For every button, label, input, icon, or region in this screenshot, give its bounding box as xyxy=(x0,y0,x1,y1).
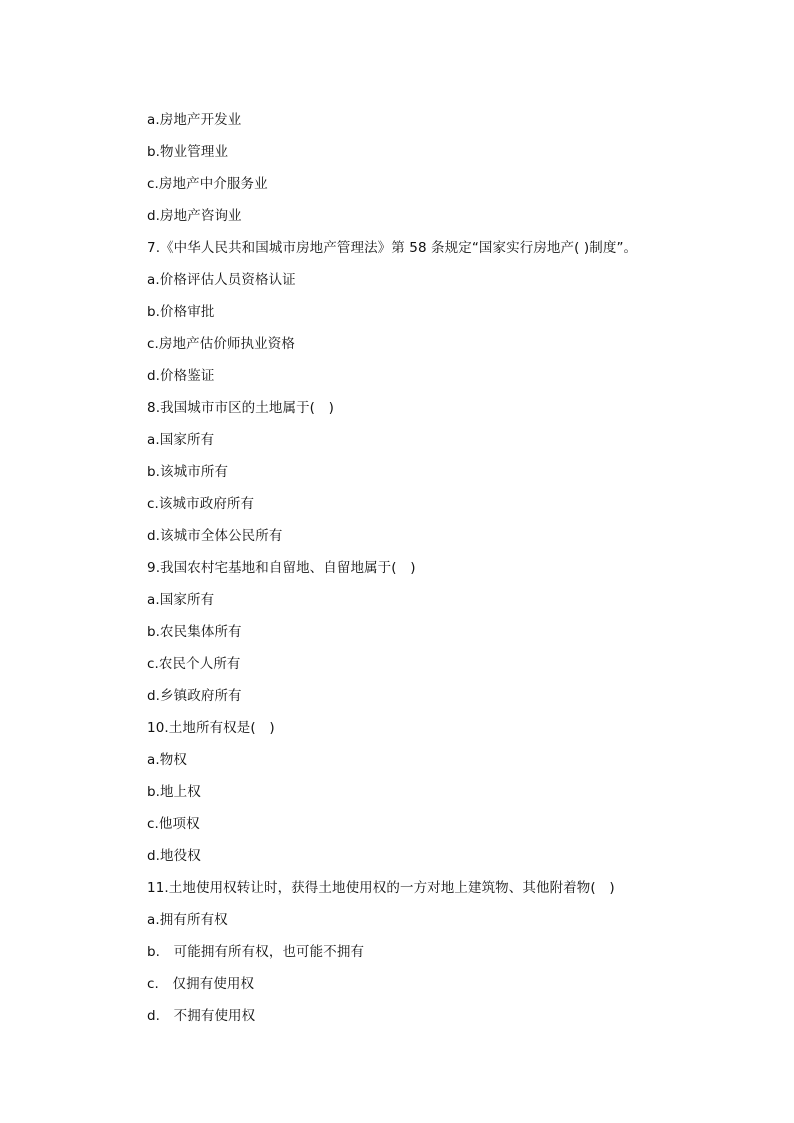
q8-option-a: a.国家所有 xyxy=(147,432,215,448)
option-a-real-estate-development: a.房地产开发业 xyxy=(147,112,242,128)
option-c-real-estate-intermediary: c.房地产中介服务业 xyxy=(147,176,268,192)
q11-option-d: d. 不拥有使用权 xyxy=(147,1008,256,1024)
q10-option-b: b.地上权 xyxy=(147,784,201,800)
q10-option-a: a.物权 xyxy=(147,752,187,768)
q8-option-b: b.该城市所有 xyxy=(147,464,229,480)
q11-option-a: a.拥有所有权 xyxy=(147,912,228,928)
question-list xyxy=(147,109,747,1037)
question-10: 10.土地所有权是( ) xyxy=(147,720,275,736)
q9-option-b: b.农民集体所有 xyxy=(147,624,242,640)
option-d-real-estate-consulting: d.房地产咨询业 xyxy=(147,208,242,224)
q9-option-d: d.乡镇政府所有 xyxy=(147,688,242,704)
q10-option-d: d.地役权 xyxy=(147,848,201,864)
question-11: 11.土地使用权转让时，获得土地使用权的一方对地上建筑物、其他附着物( ) xyxy=(147,880,615,896)
q8-option-c: c.该城市政府所有 xyxy=(147,496,255,512)
q9-option-c: c.农民个人所有 xyxy=(147,656,241,672)
option-b-property-management: b.物业管理业 xyxy=(147,144,229,160)
q7-option-b: b.价格审批 xyxy=(147,304,215,320)
q7-option-a: a.价格评估人员资格认证 xyxy=(147,272,296,288)
question-9: 9.我国农村宅基地和自留地、自留地属于( ) xyxy=(147,560,416,576)
q7-option-d: d.价格鉴证 xyxy=(147,368,215,384)
q9-option-a: a.国家所有 xyxy=(147,592,215,608)
q8-option-d: d.该城市全体公民所有 xyxy=(147,528,283,544)
q7-option-c: c.房地产估价师执业资格 xyxy=(147,336,295,352)
q11-option-b: b. 可能拥有所有权，也可能不拥有 xyxy=(147,944,365,960)
q11-option-c: c. 仅拥有使用权 xyxy=(147,976,255,992)
question-8: 8.我国城市市区的土地属于( ) xyxy=(147,400,335,416)
q10-option-c: c.他项权 xyxy=(147,816,200,832)
question-7: 7.《中华人民共和国城市房地产管理法》第 58 条规定“国家实行房地产( )制度”。 xyxy=(147,240,638,256)
